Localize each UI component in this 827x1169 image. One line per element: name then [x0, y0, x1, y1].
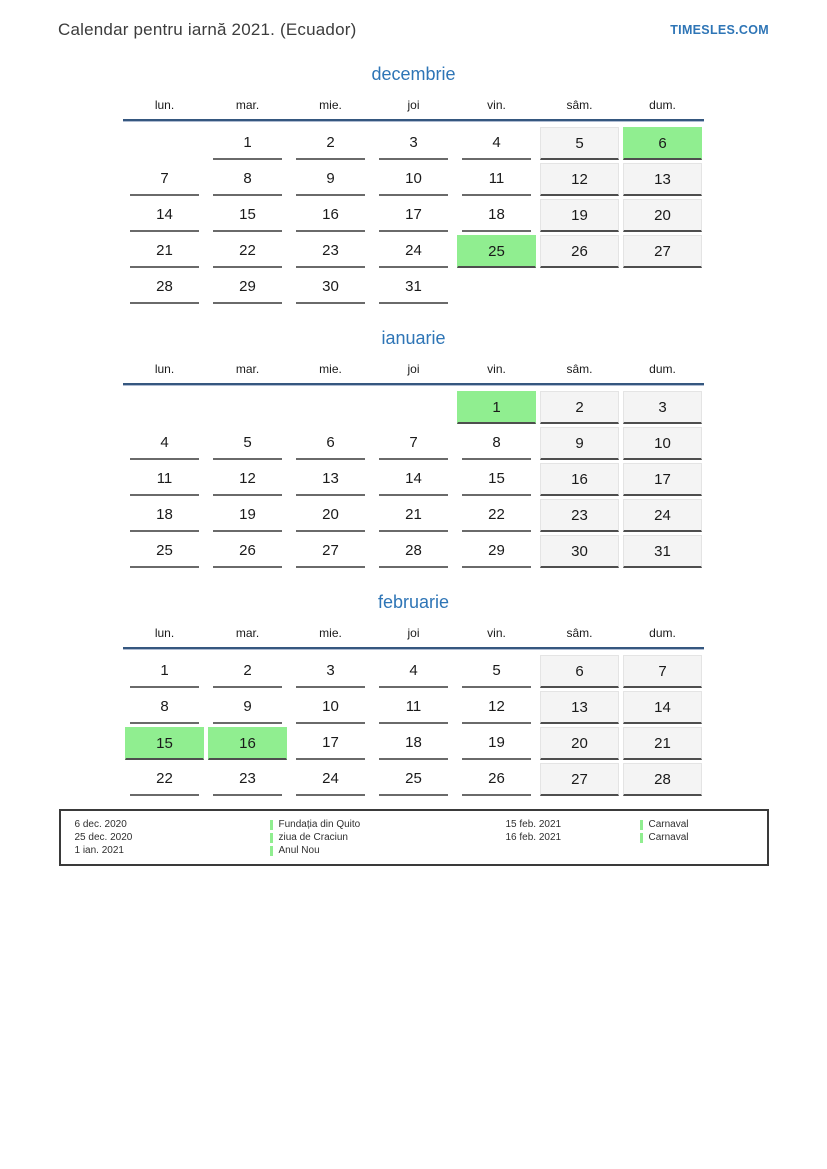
weekday-label: mar.: [235, 98, 260, 112]
weekday-day-cell: [206, 760, 289, 796]
weekday-day-cell: [289, 232, 372, 268]
holiday-day-cell: [455, 232, 538, 268]
week-row: [123, 196, 704, 232]
empty-cell: [455, 268, 538, 304]
weekday-label: vin.: [487, 362, 506, 376]
header-rule: [123, 119, 704, 122]
legend-date: 25 dec. 2020: [74, 832, 133, 843]
weekday-label: dum.: [649, 98, 676, 112]
day-number: 17: [296, 727, 365, 760]
weekend-day-cell: [538, 232, 621, 268]
day-number: 20: [540, 727, 619, 760]
day-number: 16: [540, 463, 619, 496]
weekday-label: vin.: [487, 626, 506, 640]
week-row: [123, 160, 704, 196]
day-number: 10: [296, 691, 365, 724]
day-number: 17: [623, 463, 702, 496]
weekday-day-cell: [123, 496, 206, 532]
weekday-day-cell: [289, 268, 372, 304]
day-number: 31: [623, 535, 702, 568]
weekday-day-cell: [289, 496, 372, 532]
day-number: 9: [540, 427, 619, 460]
day-number: 2: [296, 127, 365, 160]
month-ianuarie: [123, 328, 704, 568]
weekday-day-cell: [455, 496, 538, 532]
day-number: 5: [540, 127, 619, 160]
legend-color-bar-icon: [640, 833, 643, 843]
weekend-day-cell: [621, 496, 704, 532]
legend-event-text: Carnaval: [648, 819, 689, 830]
day-number: 14: [379, 463, 448, 496]
day-number: 7: [623, 655, 702, 688]
weekday-header-row: [123, 98, 704, 119]
weekday-label: dum.: [649, 362, 676, 376]
legend-event-text: Fundația din Quito: [278, 819, 361, 830]
day-number: 26: [540, 235, 619, 268]
empty-cell: [123, 388, 206, 424]
day-number: 4: [379, 655, 448, 688]
day-number: 8: [213, 163, 282, 196]
day-number: 28: [379, 535, 448, 568]
holiday-day-cell: [123, 724, 206, 760]
weekday-day-cell: [455, 532, 538, 568]
weekend-day-cell: [538, 688, 621, 724]
day-number: 18: [462, 199, 531, 232]
day-number: 27: [296, 535, 365, 568]
day-number: 27: [540, 763, 619, 796]
legend-date: 1 ian. 2021: [74, 845, 124, 856]
weekday-day-cell: [289, 424, 372, 460]
weekday-label: mar.: [235, 362, 260, 376]
day-number: 28: [623, 763, 702, 796]
weekend-day-cell: [538, 532, 621, 568]
header-rule: [123, 647, 704, 650]
day-number: 5: [213, 427, 282, 460]
day-number: 22: [213, 235, 282, 268]
day-number: 19: [213, 499, 282, 532]
weekday-day-cell: [206, 652, 289, 688]
day-number: 1: [130, 655, 199, 688]
weekday-day-cell: [206, 268, 289, 304]
week-row: [123, 724, 704, 760]
weekday-day-cell: [372, 532, 455, 568]
week-row: [123, 496, 704, 532]
day-number: 9: [213, 691, 282, 724]
day-number: 26: [213, 535, 282, 568]
empty-cell: [621, 268, 704, 304]
legend-color-bar-icon: [270, 846, 273, 856]
weekend-day-cell: [538, 388, 621, 424]
day-number: 25: [379, 763, 448, 796]
weekday-label: sâm.: [566, 362, 593, 376]
day-number: 8: [462, 427, 531, 460]
weekday-day-cell: [455, 652, 538, 688]
legend-color-bar-icon: [270, 820, 273, 830]
legend-event-text: Carnaval: [648, 832, 689, 843]
legend-event-text: ziua de Craciun: [278, 832, 348, 843]
weekday-day-cell: [289, 724, 372, 760]
calendar-body: [123, 64, 704, 796]
site-link[interactable]: TIMESLES.COM: [670, 23, 769, 37]
day-number: 26: [462, 763, 531, 796]
empty-cell: [206, 388, 289, 424]
empty-cell: [123, 124, 206, 160]
week-row: [123, 424, 704, 460]
weekday-day-cell: [123, 424, 206, 460]
weekend-day-cell: [621, 388, 704, 424]
day-number: 17: [379, 199, 448, 232]
holiday-day-cell: [206, 724, 289, 760]
empty-cell: [538, 268, 621, 304]
day-number: 21: [623, 727, 702, 760]
weekday-day-cell: [455, 724, 538, 760]
weekday-day-cell: [206, 232, 289, 268]
weekday-day-cell: [372, 268, 455, 304]
day-number: 13: [540, 691, 619, 724]
day-number: 31: [379, 271, 448, 304]
legend-column-right: [506, 818, 689, 844]
day-number: 11: [379, 691, 448, 724]
day-number: 3: [623, 391, 702, 424]
day-number: 27: [623, 235, 702, 268]
weekday-day-cell: [206, 688, 289, 724]
weekday-header-row: [123, 626, 704, 647]
weekday-day-cell: [206, 460, 289, 496]
weekday-day-cell: [372, 424, 455, 460]
day-number: 30: [296, 271, 365, 304]
weekday-day-cell: [289, 196, 372, 232]
weekday-day-cell: [289, 532, 372, 568]
weekend-day-cell: [538, 196, 621, 232]
legend-event: [270, 844, 506, 857]
week-row: [123, 688, 704, 724]
day-number: 21: [130, 235, 199, 268]
weekday-day-cell: [289, 124, 372, 160]
weekday-day-cell: [455, 688, 538, 724]
day-number: 13: [296, 463, 365, 496]
legend-date: 15 feb. 2021: [505, 819, 562, 830]
weekday-day-cell: [372, 688, 455, 724]
legend-date: 16 feb. 2021: [505, 832, 562, 843]
legend-date: 6 dec. 2020: [74, 819, 127, 830]
weekday-day-cell: [372, 652, 455, 688]
day-number: 23: [213, 763, 282, 796]
weekday-day-cell: [206, 532, 289, 568]
day-number: 12: [540, 163, 619, 196]
week-row: [123, 388, 704, 424]
day-number: 16: [208, 727, 287, 760]
weekday-day-cell: [206, 196, 289, 232]
weekday-label: joi: [407, 626, 420, 640]
day-number: 6: [296, 427, 365, 460]
weekday-day-cell: [123, 652, 206, 688]
day-number: 12: [213, 463, 282, 496]
weekday-day-cell: [206, 424, 289, 460]
day-number: 14: [130, 199, 199, 232]
weekday-day-cell: [123, 532, 206, 568]
weekday-day-cell: [372, 160, 455, 196]
holiday-legend: [59, 809, 769, 866]
weekday-day-cell: [372, 124, 455, 160]
month-februarie: [123, 592, 704, 796]
legend-event: [640, 818, 689, 831]
day-number: 24: [379, 235, 448, 268]
weekday-label: mie.: [319, 98, 342, 112]
weekday-day-cell: [455, 124, 538, 160]
weekday-label: dum.: [649, 626, 676, 640]
weekend-day-cell: [621, 424, 704, 460]
legend-event-text: Anul Nou: [278, 845, 320, 856]
legend-color-bar-icon: [270, 833, 273, 843]
day-number: 4: [130, 427, 199, 460]
weekday-day-cell: [123, 760, 206, 796]
weekday-label: lun.: [154, 98, 175, 112]
weekday-day-cell: [372, 460, 455, 496]
day-number: 1: [457, 391, 536, 424]
weekday-label: joi: [407, 98, 420, 112]
weekday-day-cell: [455, 196, 538, 232]
weekend-day-cell: [538, 424, 621, 460]
weekend-day-cell: [538, 124, 621, 160]
header-rule: [123, 383, 704, 386]
day-number: 24: [296, 763, 365, 796]
week-row: [123, 532, 704, 568]
day-number: 15: [125, 727, 204, 760]
day-number: 19: [540, 199, 619, 232]
weekend-day-cell: [538, 760, 621, 796]
day-number: 6: [540, 655, 619, 688]
day-number: 4: [462, 127, 531, 160]
day-number: 25: [130, 535, 199, 568]
day-number: 3: [296, 655, 365, 688]
month-title: februarie: [377, 592, 450, 612]
legend-event: [640, 831, 689, 844]
weekend-day-cell: [538, 460, 621, 496]
day-number: 20: [623, 199, 702, 232]
page-header: [0, 0, 827, 40]
weekday-day-cell: [372, 196, 455, 232]
month-decembrie: [123, 64, 704, 304]
empty-cell: [372, 388, 455, 424]
weekend-day-cell: [538, 496, 621, 532]
empty-cell: [289, 388, 372, 424]
day-number: 11: [462, 163, 531, 196]
weekday-day-cell: [455, 460, 538, 496]
day-number: 23: [296, 235, 365, 268]
weekday-day-cell: [289, 688, 372, 724]
day-number: 22: [462, 499, 531, 532]
legend-column-left: [75, 818, 506, 857]
day-number: 13: [623, 163, 702, 196]
weekday-label: sâm.: [566, 98, 593, 112]
day-number: 20: [296, 499, 365, 532]
weekday-label: mie.: [319, 626, 342, 640]
day-number: 18: [130, 499, 199, 532]
weekend-day-cell: [538, 724, 621, 760]
weekday-label: mie.: [319, 362, 342, 376]
day-number: 10: [623, 427, 702, 460]
day-number: 2: [213, 655, 282, 688]
day-number: 24: [623, 499, 702, 532]
day-number: 25: [457, 235, 536, 268]
weekday-day-cell: [455, 760, 538, 796]
day-number: 1: [213, 127, 282, 160]
weekday-day-cell: [455, 160, 538, 196]
weekday-label: mar.: [235, 626, 260, 640]
week-row: [123, 124, 704, 160]
week-row: [123, 460, 704, 496]
weekday-header-row: [123, 362, 704, 383]
day-number: 7: [130, 163, 199, 196]
day-number: 23: [540, 499, 619, 532]
day-number: 18: [379, 727, 448, 760]
day-number: 14: [623, 691, 702, 724]
weekend-day-cell: [621, 652, 704, 688]
day-number: 15: [213, 199, 282, 232]
day-number: 9: [296, 163, 365, 196]
day-number: 28: [130, 271, 199, 304]
weekday-day-cell: [123, 688, 206, 724]
weekday-day-cell: [289, 460, 372, 496]
weekday-day-cell: [123, 460, 206, 496]
day-number: 21: [379, 499, 448, 532]
week-row: [123, 652, 704, 688]
weeks-grid: [123, 124, 704, 304]
week-row: [123, 268, 704, 304]
weekday-day-cell: [289, 760, 372, 796]
weeks-grid: [123, 388, 704, 568]
weekday-day-cell: [289, 652, 372, 688]
weekday-label: joi: [407, 362, 420, 376]
week-row: [123, 760, 704, 796]
day-number: 11: [130, 463, 199, 496]
weekday-label: sâm.: [566, 626, 593, 640]
legend-event: [270, 818, 506, 831]
day-number: 22: [130, 763, 199, 796]
weeks-grid: [123, 652, 704, 796]
weekend-day-cell: [621, 160, 704, 196]
day-number: 3: [379, 127, 448, 160]
weekday-day-cell: [206, 124, 289, 160]
weekday-day-cell: [123, 196, 206, 232]
weekday-day-cell: [372, 496, 455, 532]
weekend-day-cell: [621, 724, 704, 760]
weekend-day-cell: [621, 232, 704, 268]
month-title: decembrie: [371, 64, 456, 84]
weekend-day-cell: [621, 532, 704, 568]
legend-color-bar-icon: [640, 820, 643, 830]
weekend-day-cell: [621, 760, 704, 796]
day-number: 2: [540, 391, 619, 424]
weekday-day-cell: [123, 232, 206, 268]
weekday-day-cell: [372, 724, 455, 760]
weekday-day-cell: [206, 160, 289, 196]
day-number: 29: [213, 271, 282, 304]
holiday-day-cell: [621, 124, 704, 160]
weekend-day-cell: [621, 688, 704, 724]
weekday-day-cell: [123, 268, 206, 304]
weekday-label: lun.: [154, 626, 175, 640]
day-number: 19: [462, 727, 531, 760]
weekday-day-cell: [289, 160, 372, 196]
month-title: ianuarie: [381, 328, 446, 348]
weekend-day-cell: [621, 460, 704, 496]
page-title: Calendar pentru iarnă 2021. (Ecuador): [58, 20, 357, 39]
weekend-day-cell: [621, 196, 704, 232]
day-number: 10: [379, 163, 448, 196]
holiday-day-cell: [455, 388, 538, 424]
weekday-day-cell: [123, 160, 206, 196]
day-number: 12: [462, 691, 531, 724]
weekday-day-cell: [372, 760, 455, 796]
week-row: [123, 232, 704, 268]
weekday-label: lun.: [154, 362, 175, 376]
day-number: 7: [379, 427, 448, 460]
day-number: 15: [462, 463, 531, 496]
day-number: 5: [462, 655, 531, 688]
weekend-day-cell: [538, 160, 621, 196]
legend-event: [270, 831, 506, 844]
day-number: 6: [623, 127, 702, 160]
day-number: 29: [462, 535, 531, 568]
weekday-day-cell: [206, 496, 289, 532]
weekday-day-cell: [455, 424, 538, 460]
weekday-label: vin.: [487, 98, 506, 112]
day-number: 16: [296, 199, 365, 232]
weekend-day-cell: [538, 652, 621, 688]
day-number: 8: [130, 691, 199, 724]
day-number: 30: [540, 535, 619, 568]
weekday-day-cell: [372, 232, 455, 268]
